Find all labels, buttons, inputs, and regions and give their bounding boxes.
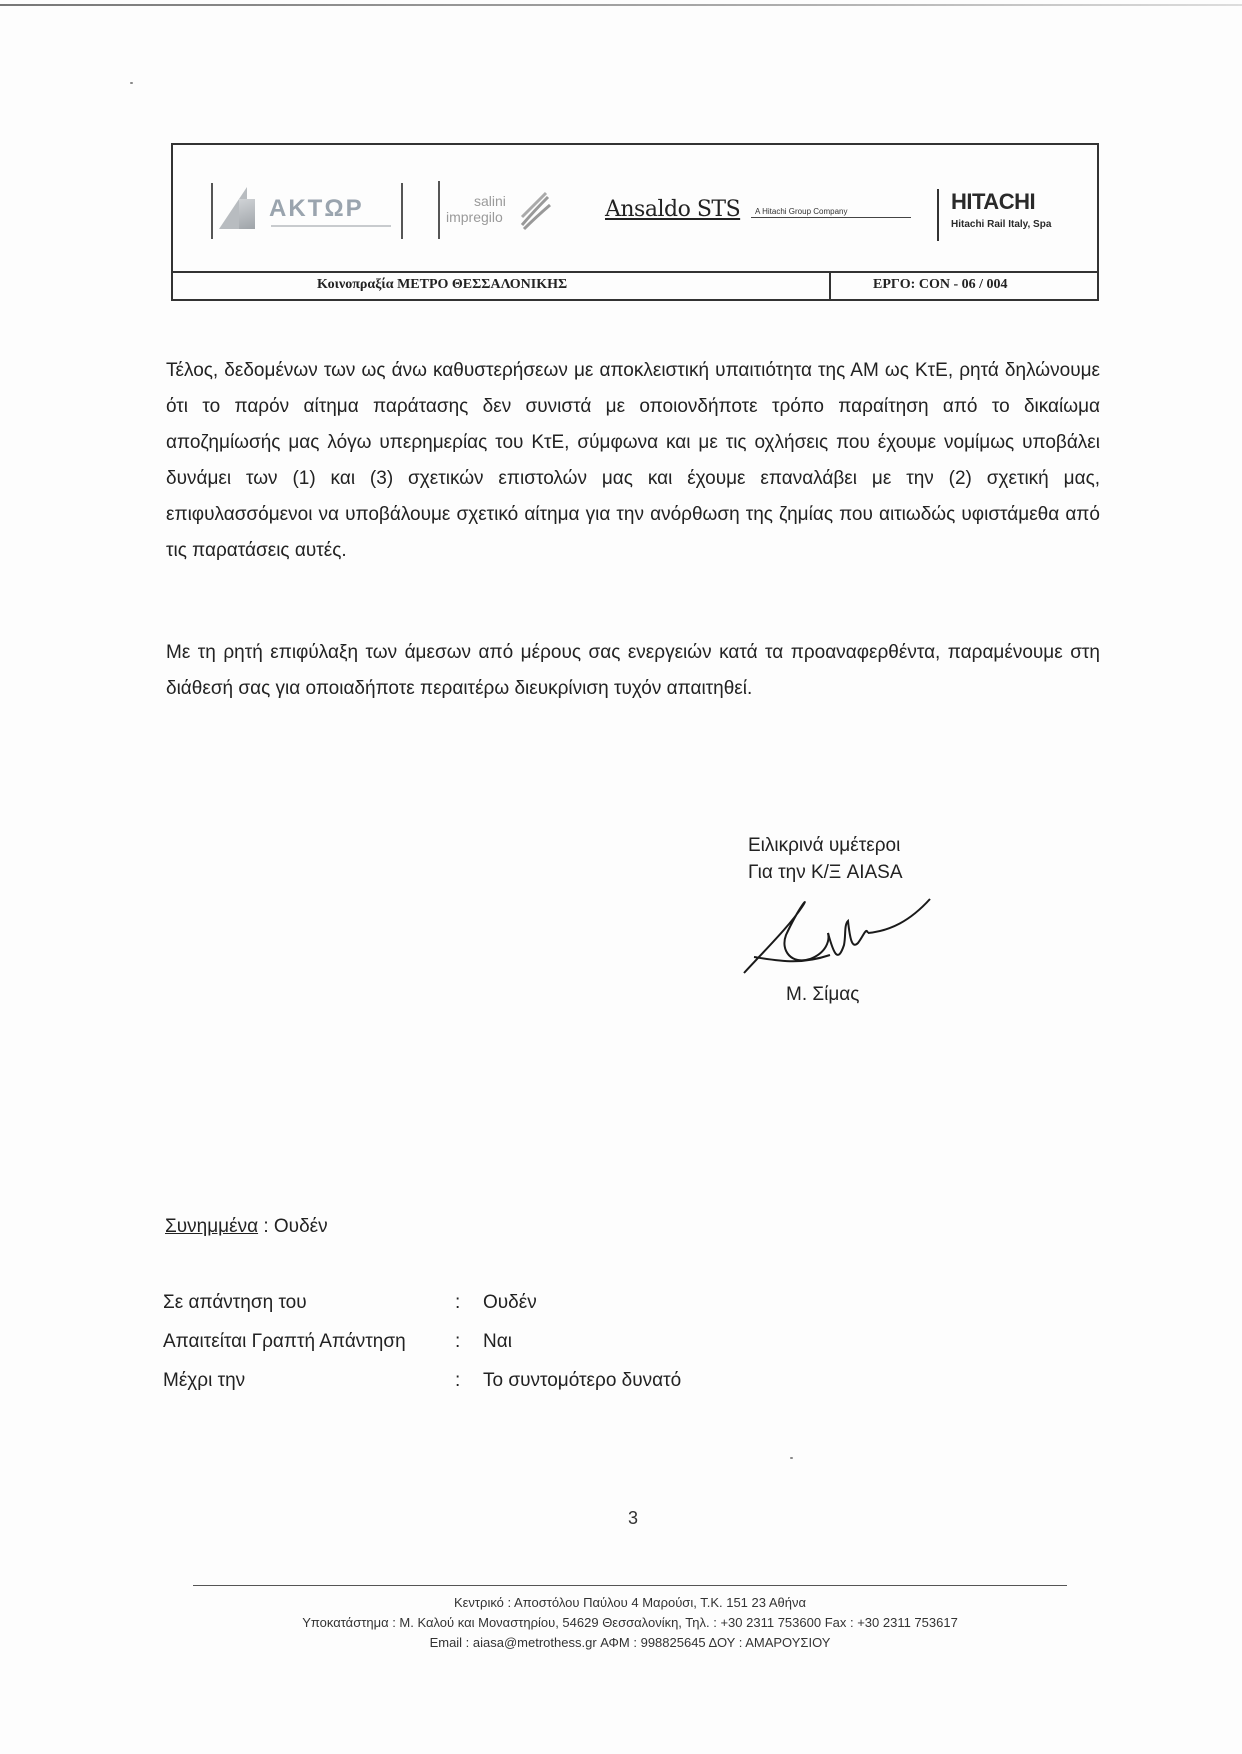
hitachi-rail-text: Hitachi Rail Italy, Spa — [951, 219, 1052, 230]
page-number: 3 — [628, 1508, 639, 1528]
meta-value: Το συντομότερο δυνατό — [483, 1370, 682, 1391]
aktor-logo-text: AKTΩP — [269, 195, 364, 222]
signoff-line-2: Για την Κ/Ξ AIASA — [748, 862, 903, 883]
attachments-value: Ουδέν — [273, 1216, 328, 1237]
ansaldo-tagline: A Hitachi Group Company — [755, 207, 848, 216]
salini-impregilo-logo — [438, 181, 562, 239]
meta-key: Σε απάντηση του — [163, 1292, 307, 1313]
body-paragraph-1: Τέλος, δεδομένων των ως άνω καθυστερήσεων με αποκλειστική υπαιτιότητα της ΑΜ ως ΚτΕ, ρητά δηλώνουμε ότι το παρόν αίτημα παράτασης δεν συνιστά με οποιονδήποτε τρόπο παραίτηση από το δικαίωμα αποζημίωσής μας λόγω υπερημερίας του ΚτΕ, σύμφωνα και με τις οχλήσεις που έχουμε νομίμως υποβάλει δυνάμει των (1) και (3) σχετικών επιστολών μας και έχουμε επαναλάβει με την (2) σχετική μας, επιφυλασσόμενοι να υποβάλουμε σχετικό αίτημα για την ανόρθωση της ζημίας που αιτιωδώς υφιστάμεθα από τις παρατάσεις αυτές. — [166, 360, 1100, 561]
meta-colon: : — [455, 1292, 461, 1313]
meta-colon: : — [455, 1331, 461, 1352]
attachments-separator: : — [258, 1216, 274, 1237]
hitachi-logo — [951, 189, 1051, 230]
logo-strip — [173, 145, 1097, 275]
meta-value: Ουδέν — [483, 1292, 537, 1313]
ansaldo-sts-logo — [605, 197, 915, 227]
consortium-name: Κοινοπραξία ΜΕΤΡΟ ΘΕΣΣΑΛΟΝΙΚΗΣ — [317, 277, 568, 292]
letterhead — [171, 143, 1099, 301]
meta-key: Μέχρι την — [163, 1370, 246, 1391]
signoff-line-1: Ειλικρινά υμέτεροι — [748, 835, 901, 856]
signoff — [748, 832, 903, 886]
footer-line-2: Υποκατάστημα : Μ. Καλού και Μοναστηρίου, 54629 Θεσσαλονίκη, Τηλ. : +30 2311 753600 Fax : +30 2311 753617 — [302, 1615, 958, 1630]
meta-value: Ναι — [483, 1331, 512, 1352]
footer — [193, 1593, 1067, 1653]
logo-divider — [937, 189, 939, 241]
project-code: ΕΡΓΟ: CON - 06 / 004 — [873, 277, 1008, 292]
scan-speck — [790, 1457, 793, 1459]
handwritten-signature — [740, 885, 940, 985]
attachments-label: Συνημμένα — [165, 1216, 259, 1237]
letterhead-info-bar — [173, 271, 1097, 299]
meta-key: Απαιτείται Γραπτή Απάντηση — [163, 1331, 406, 1352]
impregilo-logo-text: impregilo — [446, 209, 503, 225]
signer-name: Μ. Σίμας — [786, 984, 860, 1005]
salini-swoosh-icon — [518, 191, 552, 231]
salini-logo-text: salini — [474, 193, 506, 209]
ansaldo-logo-text: Ansaldo STS — [605, 197, 741, 222]
hitachi-logo-text: HITACHI — [951, 189, 1036, 214]
footer-line-1: Κεντρικό : Αποστόλου Παύλου 4 Μαρούσι, Τ.Κ. 151 23 Αθήνα — [453, 1595, 807, 1610]
footer-divider — [193, 1585, 1067, 1586]
meta-colon: : — [455, 1370, 461, 1391]
attachments-line — [165, 1216, 328, 1238]
scan-speck — [130, 82, 133, 84]
footer-line-3: Email : aiasa@metrothess.gr ΑΦΜ : 998825645 ΔΟΥ : ΑΜΑΡΟΥΣΙΟΥ — [429, 1635, 831, 1650]
body-paragraph-2: Με τη ρητή επιφύλαξη των άμεσων από μέρους σας ενεργειών κατά τα προαναφερθέντα, παραμένουμε στη διάθεσή σας για οποιαδήποτε περαιτέρω διευκρίνιση τυχόν απαιτηθεί. — [166, 642, 1100, 699]
aktor-logo — [211, 181, 401, 241]
scan-edge-line — [0, 4, 1242, 6]
